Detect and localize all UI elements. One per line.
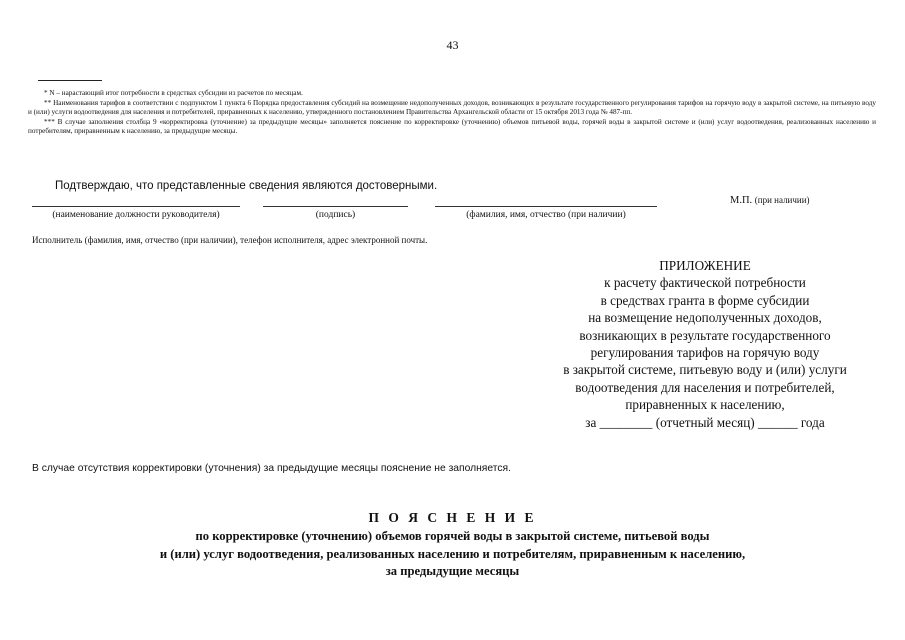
explanation-title: П О Я С Н Е Н И Е bbox=[368, 510, 537, 525]
no-correction-note: В случае отсутствия корректировки (уточнения) за предыдущие месяцы пояснение не заполняется. bbox=[32, 463, 511, 474]
page-number: 43 bbox=[446, 38, 459, 52]
appendix-line: к расчету фактической потребности bbox=[604, 275, 806, 291]
appendix-line: регулирования тарифов на горячую воду bbox=[590, 345, 820, 361]
appendix-line: приравненных к населению, bbox=[625, 397, 785, 413]
footnote-separator bbox=[38, 80, 102, 81]
appendix-line: в закрытой системе, питьевую воду и (или) услуги bbox=[563, 362, 847, 378]
position-signature-line bbox=[32, 206, 240, 207]
name-signature-line bbox=[435, 206, 657, 207]
name-label: (фамилия, имя, отчество (при наличии) bbox=[466, 210, 626, 220]
footnotes bbox=[28, 89, 876, 137]
explanation-line: по корректировке (уточнению) объемов горячей воды в закрытой системе, питьевой воды bbox=[195, 529, 710, 543]
appendix-title: ПРИЛОЖЕНИЕ bbox=[659, 258, 751, 273]
appendix-line: за ________ (отчетный месяц) ______ года bbox=[585, 414, 825, 430]
appendix-line: на возмещение недополученных доходов, bbox=[588, 310, 822, 326]
stamp-label: М.П. bbox=[730, 195, 753, 206]
appendix-line: возникающих в результате государственного bbox=[579, 327, 831, 343]
appendix-line: водоотведения для населения и потребителей, bbox=[575, 379, 835, 395]
stamp-placeholder bbox=[730, 195, 810, 206]
appendix-line: в средствах гранта в форме субсидии bbox=[600, 292, 810, 308]
appendix-block bbox=[520, 257, 890, 431]
explanation-line: и (или) услуг водоотведения, реализованных населению и потребителям, приравненным к населению, bbox=[159, 546, 746, 561]
footnote-1: * N – нарастающий итог потребности в средствах субсидии из расчетов по месяцам. bbox=[44, 89, 303, 97]
confirmation-text: Подтверждаю, что представленные сведения являются достоверными. bbox=[55, 180, 438, 192]
position-label: (наименование должности руководителя) bbox=[52, 210, 220, 220]
explanation-subtitle bbox=[0, 528, 905, 581]
signature-label: (подпись) bbox=[315, 210, 356, 220]
signature-line bbox=[263, 206, 408, 207]
explanation-line: за предыдущие месяцы bbox=[385, 564, 520, 578]
footnote-3: *** В случае заполнения столбца 9 «корректировка (уточнение) за предыдущие месяцы» заполняется пояснение по корректировке (уточнению) объемов питьевой воды, горячей воды в закрытой системе и (или) услуг водоотведения, реализованных населению и потребителям, приравненным к населению, за предыдущие месяцы. bbox=[28, 117, 876, 136]
footnote-2: ** Наименования тарифов в соответствии с подпунктом 1 пункта 6 Порядка предоставления субсидий на возмещение недополученных доходов, возникающих в результате государственного регулирования тарифов на горячую воду в закрытой системе, на питьевую воду и (или) услуги водоотведения для населения и потребителей, приравненных к населению, утвержденного постановлением Правительства Архангельской области от 15 октября 2013 года № 487-пп. bbox=[28, 98, 876, 117]
executor-text: Исполнитель (фамилия, имя, отчество (при наличии), телефон исполнителя, адрес электронной почты. bbox=[32, 235, 428, 245]
stamp-note: (при наличии) bbox=[754, 195, 810, 205]
